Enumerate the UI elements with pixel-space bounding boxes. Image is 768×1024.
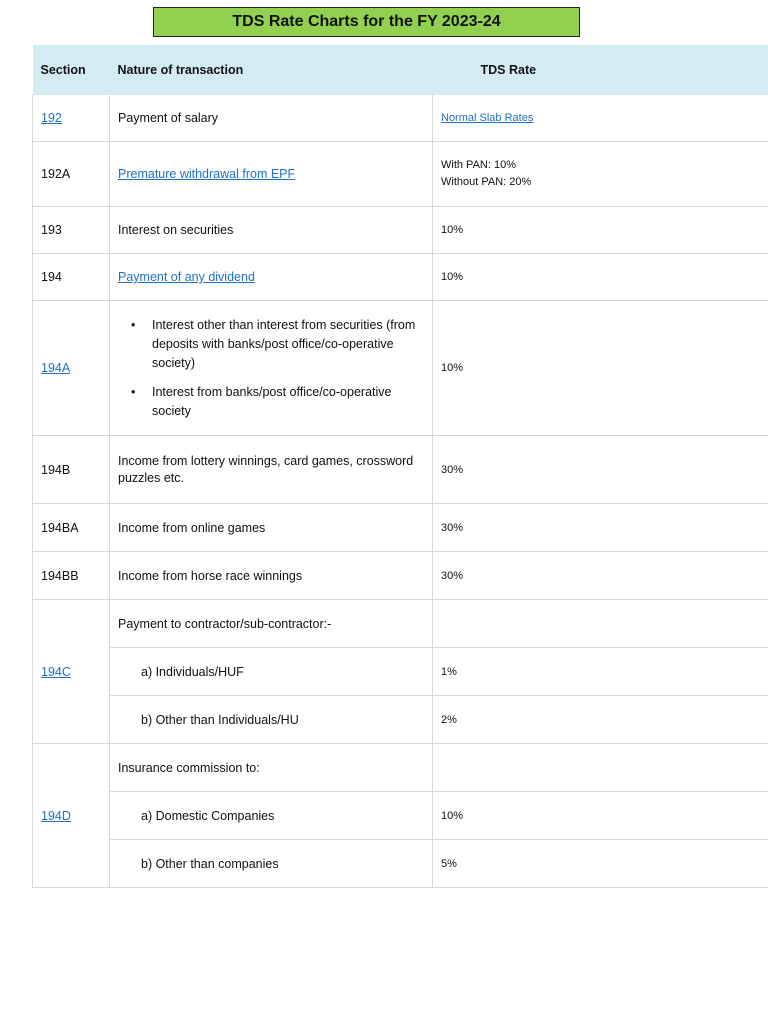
nature-sub-cell: b) Other than Individuals/HU [110,696,433,744]
bullet-icon: • [131,317,136,332]
table-row [33,648,768,696]
rate-cell: 5% [433,840,768,888]
nature-cell: Income from horse race winnings [110,552,433,600]
rate-cell: 1% [433,648,768,696]
rate-cell: 10% [433,207,768,254]
tds-rate-table [32,45,768,888]
nature-sub-cell: a) Domestic Companies [110,792,433,840]
bullet-icon: • [131,384,136,399]
nature-cell: Insurance commission to: [110,744,433,792]
chart-title: TDS Rate Charts for the FY 2023-24 [153,7,580,37]
list-item: • Interest other than interest from securities (from deposits with banks/post office/co-operative society) [131,317,416,370]
nature-cell: Income from online games [110,504,433,552]
table-header-row [33,46,768,95]
section-cell: 194B [33,436,110,504]
payment-dividend-link[interactable]: Payment of any dividend [118,270,255,284]
table-row [33,696,768,744]
table-row [33,95,768,142]
normal-slab-rates-link[interactable]: Normal Slab Rates [441,112,534,124]
header-nature: Nature of transaction [110,46,433,95]
rate-with-pan: With PAN: 10% [441,159,516,171]
table-row [33,436,768,504]
section-cell: 192A [33,142,110,207]
rate-cell: 10% [433,254,768,301]
nature-cell: Payment to contractor/sub-contractor:- [110,600,433,648]
table-row [33,254,768,301]
nature-sub-cell: a) Individuals/HUF [110,648,433,696]
section-link-194a[interactable]: 194A [41,361,71,375]
list-item: • Interest from banks/post office/co-operative society [131,384,392,418]
rate-cell [433,600,768,648]
rate-cell: 10% [433,792,768,840]
rate-cell: 2% [433,696,768,744]
table-row [33,207,768,254]
table-row [33,792,768,840]
table-row [33,504,768,552]
nature-cell: Income from lottery winnings, card games, crossword puzzles etc. [110,436,433,504]
rate-cell: 30% [433,504,768,552]
section-cell: 194BA [33,504,110,552]
section-cell: 194BB [33,552,110,600]
rate-cell: 10% [433,301,768,436]
rate-cell: 30% [433,436,768,504]
premature-withdrawal-epf-link[interactable]: Premature withdrawal from EPF [118,167,296,181]
table-row [33,600,768,648]
table-row [33,840,768,888]
section-cell: 194 [33,254,110,301]
rate-cell: 30% [433,552,768,600]
rate-cell [433,142,768,207]
header-tds-rate: TDS Rate [433,46,768,95]
table-row [33,301,768,436]
section-cell: 193 [33,207,110,254]
table-row [33,552,768,600]
nature-cell: Payment of salary [110,95,433,142]
section-link-192[interactable]: 192 [41,111,62,125]
rate-cell [433,744,768,792]
table-row [33,142,768,207]
nature-cell: Interest on securities [110,207,433,254]
rate-without-pan: Without PAN: 20% [441,176,532,188]
nature-cell [110,301,433,436]
section-link-194d[interactable]: 194D [41,808,71,823]
header-section: Section [33,46,110,95]
table-row [33,744,768,792]
nature-sub-cell: b) Other than companies [110,840,433,888]
section-link-194c[interactable]: 194C [41,664,71,679]
bullet-list [110,308,424,429]
